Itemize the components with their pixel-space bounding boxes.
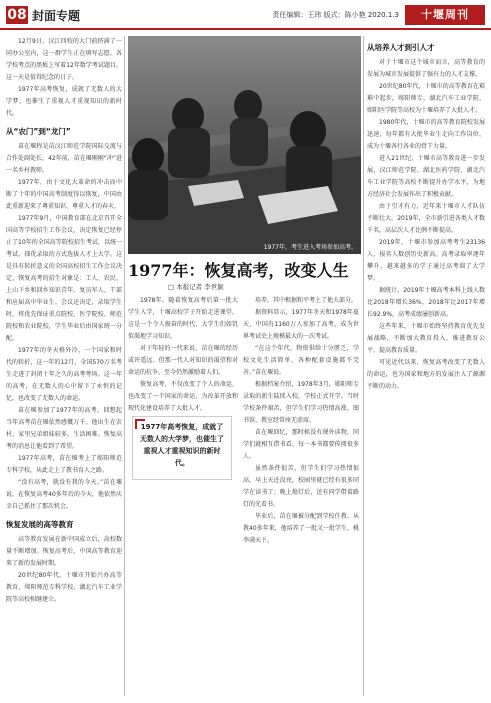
paragraph: 对于十堰市这个城市而言，高等教育的发展为城市发展提供了强有力的人才支撑。 — [367, 59, 485, 78]
paragraph: 苗在堰回忆，那时候没有课外读物，同学们就相互借书看，每一本书都要传阅很多人。 — [243, 429, 359, 460]
paragraph: 由于引才有力，近年来十堰市人才队伍不断壮大。2019年，全市新引进各类人才数千名，高层次人才比例不断提高。 — [367, 203, 485, 234]
paragraph: 进入21世纪，十堰市高等教育进一步发展，汉江师范学院、湖北医药学院、湖北汽车工业学院等高校不断提升办学水平，为地方经济社会发展作出了积极贡献。 — [367, 155, 485, 198]
paragraph: 据资料显示，1977年冬天和1978年夏天，中国有1160万人参加了高考，成为世界考试史上规模最大的一次考试。 — [243, 309, 359, 340]
paragraph: 1977年9月，中国教育部在北京召开全国高等学校招生工作会议，决定恢复已经停止了10年的全国高等院校招生考试，以统一考试、择优录取的方式选拔人才上大学。这是具有转折意义的全国高校招生工作会议决定，恢复高考的招生对象是：工人、农民、上山下乡和回乡知识青年、复员军人、干部和应届高中毕业生。会议还决定，录取学生时，将优先保证重点院校、医学院校、师范院校和农业院校，学生毕业后由国家统一分配。 — [6, 215, 122, 342]
paragraph: 这些年来，十堰市始终坚持教育优先发展战略，不断加大教育投入，推进教育公平，提高教育质量。 — [367, 323, 485, 354]
page-header — [0, 0, 491, 30]
paragraph: 1977年高考，苗在堰考上了郧阳师范专科学校，从此走上了教书育人之路。 — [6, 455, 122, 474]
subheading: 恢复发展的高等教育 — [6, 520, 74, 529]
article-title: 1977年：恢复高考，改变人生 — [128, 261, 349, 280]
paragraph: 2019年，十堰市参加高考考生23136人，报名人数创历史新高。高考录取率逐年攀升，越来越多的学子通过高考圆了大学梦。 — [367, 239, 485, 282]
paragraph: 苗在堰参加了1977年的高考，回想起当年高考苗在堰依然感慨万千。他出生在农村，家里兄弟姐妹较多，生活困难。恢复高考的消息让他看到了希望。 — [6, 407, 122, 450]
paragraph: 可见近代以来，恢复高考改变了无数人的命运，也为国家和地方的发展注入了源源不断的动力。 — [367, 359, 485, 390]
section-title: 封面专题 — [32, 9, 81, 23]
paragraph: 对于年轻的一代来说，苗在堰的经历或许遥远。但那一代人对知识的渴望和对命运的抗争，至今仍然激励着人们。 — [128, 345, 238, 376]
masthead-logo: 十堰周刊 — [405, 5, 485, 25]
byline: □ 本报记者 李世颖 — [168, 283, 224, 291]
paragraph: 12月9日，汉江四校的大门前挤满了一同办公室内，这一群学生正在填写志愿。各学校考点的黑板上写着12年数学考试题目。这一天是值得纪念的日子。 — [6, 38, 122, 81]
paragraph: 1977年高考恢复，成就了无数人的大学梦，也催生了重视人才重视知识的新时代。 — [6, 86, 122, 117]
article-column-4 — [367, 36, 485, 698]
paragraph: 毕业后，苗在堰被分配到学校任教。从教40多年来，他培养了一批又一批学生，桃李满天下。 — [243, 513, 359, 544]
column-divider — [124, 36, 125, 696]
column-divider — [363, 36, 364, 696]
paragraph: 1977年的冬天格外冷，一个国家和时代的转折，这一年的12月，全国570万名考生走进了封闭十年之久的高考考场。这一年的高考，在无数人的心中留下了永恒的记忆，也改变了无数人的命运。 — [6, 347, 122, 402]
paragraph: 恢复高考，不仅改变了个人的命运，也改变了一个国家的命运，为改革开放和现代化建设培养了大批人才。 — [128, 381, 238, 412]
editor-meta: 责任编辑：王玮 版式：陈小艳 2020.1.3 — [272, 11, 399, 19]
paragraph: 1977年，由于文化大革命的冲击而中断了十年的中国高考制度得以恢复，中国由此重新迎来了尊重知识、尊重人才的春天。 — [6, 179, 122, 210]
paragraph: 1980年代，十堰市的高等教育院校发展迅速，每年都有大批毕业生走向工作岗位，成为十堰各行各业的骨干力量。 — [367, 119, 485, 150]
paragraph: 虽然条件很苦，但学生们学习热情很高，早上天还没亮，校园里就已经有很多同学在读书了；晚上熄灯后，还有同学借着路灯的光看书。 — [243, 465, 359, 508]
paragraph: 20世纪80年代，十堰市的高等教育在艰难中起步，郧阳师专、湖北汽车工业学院、郧阳医学院等高校为十堰培养了大批人才。 — [367, 83, 485, 114]
paragraph: 苗在堰程是苗汉江师范学院国际交流与合作处副处长。42年前，苗在堰刚刚“冲”进一名乡村教师。 — [6, 143, 122, 174]
pull-quote: 1977年高考恢复，成就了无数人的大学梦，也催生了重视人才重视知识的新时代。 — [132, 416, 232, 480]
article-column-2 — [128, 295, 238, 697]
paragraph: “没有高考，就没有我的今天。”苗在堰说，在恢复高考40多年后的今天，他依然庆幸自己抓住了那次机会。 — [6, 479, 122, 510]
paragraph: 培养，其中根据和平考上了他大部分。 — [255, 297, 358, 304]
article-photo — [128, 36, 361, 254]
paragraph: 1978年，随着恢复高考后第一批大学生入学，十堰高校学子开始走进课堂。这是一个令人振奋的时代，大学生们如饥似渴地学习知识。 — [128, 297, 238, 340]
paragraph: 根据档案介绍，1978年3月，郧阳师专录取的新生陆续入校，学校正式开学。当时学校条件艰苦，但学生们学习热情高涨，图书馆、教室经常座无虚席。 — [243, 381, 359, 424]
exam-room-photo — [128, 36, 361, 254]
subheading: 从“农门”到“龙门” — [6, 127, 71, 136]
page-number: 08 — [7, 7, 27, 23]
paragraph: 20世纪80年代，十堰市开始兴办高等教育，郧阳师范专科学校、湖北汽车工业学院等高校相继建立。 — [6, 572, 122, 603]
photo-caption: 1977年，考生进入考场参加高考。 — [263, 244, 357, 251]
paragraph: 据统计，2019年十堰高考本科上线人数比2018年增长36%，2018年比2017年增长92.9%，高考成绩屡创新高。 — [367, 287, 485, 318]
paragraph: “在这个年代，物资供给十分匮乏，学校文化生活简单，各种配套设施都不完善。”苗在堰说。 — [243, 345, 359, 376]
article-column-3 — [243, 295, 359, 697]
subheading: 从培养人才到引人才 — [367, 43, 435, 52]
paragraph: 高等教育发展在新中国成立后，高校数量不断增加。恢复高考后，中国高等教育迎来了新的发展时期。 — [6, 536, 122, 567]
article-column-1 — [6, 36, 122, 698]
